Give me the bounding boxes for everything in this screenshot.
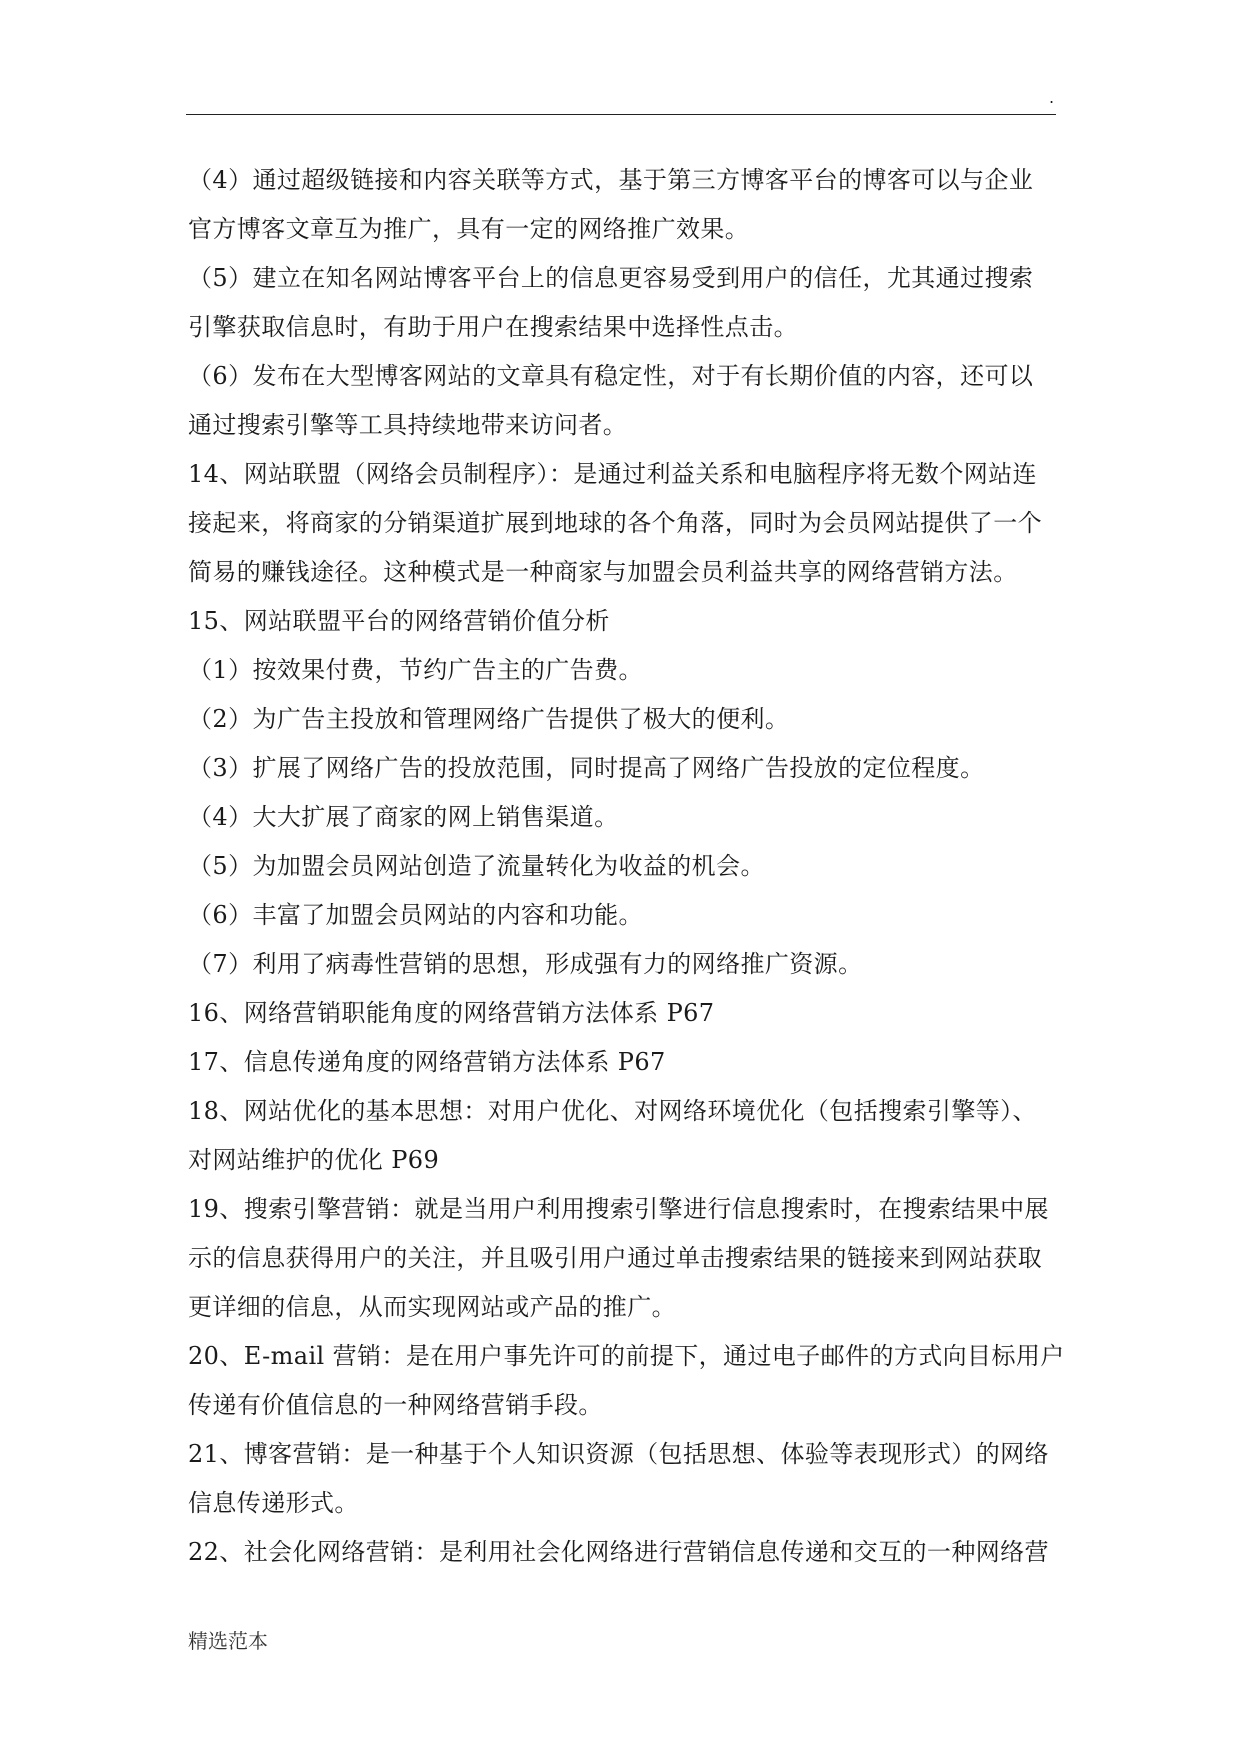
text-line: 14、网站联盟（网络会员制程序）：是通过利益关系和电脑程序将无数个网站连 [188,460,1037,488]
text-line: （5）建立在知名网站博客平台上的信息更容易受到用户的信任，尤其通过搜索 [188,264,1034,292]
text-line: 更详细的信息，从而实现网站或产品的推广。 [188,1293,676,1321]
text-line: 16、网络营销职能角度的网络营销方法体系 P67 [188,999,715,1027]
text-line: （6）发布在大型博客网站的文章具有稳定性，对于有长期价值的内容，还可以 [188,362,1034,390]
text-line: 19、搜索引擎营销：就是当用户利用搜索引擎进行信息搜索时，在搜索结果中展 [188,1195,1049,1223]
text-line: 示的信息获得用户的关注，并且吸引用户通过单击搜索结果的链接来到网站获取 [188,1244,1042,1272]
header-dot: . [1049,88,1055,107]
text-line: （6）丰富了加盟会员网站的内容和功能。 [188,901,643,929]
text-line: （5）为加盟会员网站创造了流量转化为收益的机会。 [188,852,765,880]
document-body [188,156,1068,1577]
text-line: 22、社会化网络营销：是利用社会化网络进行营销信息传递和交互的一种网络营 [188,1538,1049,1566]
text-line: （2）为广告主投放和管理网络广告提供了极大的便利。 [188,705,790,733]
text-line: （4）通过超级链接和内容关联等方式，基于第三方博客平台的博客可以与企业 [188,166,1034,194]
text-line: 传递有价值信息的一种网络营销手段。 [188,1391,603,1419]
text-line: （4）大大扩展了商家的网上销售渠道。 [188,803,619,831]
text-line: （1）按效果付费，节约广告主的广告费。 [188,656,643,684]
text-line: （3）扩展了网络广告的投放范围，同时提高了网络广告投放的定位程度。 [188,754,985,782]
text-line: （7）利用了病毒性营销的思想，形成强有力的网络推广资源。 [188,950,863,978]
text-line: 17、信息传递角度的网络营销方法体系 P67 [188,1048,666,1076]
header-rule [186,114,1056,115]
text-line: 通过搜索引擎等工具持续地带来访问者。 [188,411,628,439]
text-line: 15、网站联盟平台的网络营销价值分析 [188,607,610,635]
text-line: 对网站维护的优化 P69 [188,1146,440,1174]
text-line: 官方博客文章互为推广，具有一定的网络推广效果。 [188,215,750,243]
text-line: 20、E-mail 营销：是在用户事先许可的前提下，通过电子邮件的方式向目标用户 [188,1342,1065,1370]
footer-label: 精选范本 [188,1629,268,1653]
text-line: 21、博客营销：是一种基于个人知识资源（包括思想、体验等表现形式）的网络 [188,1440,1049,1468]
text-line: 引擎获取信息时，有助于用户在搜索结果中选择性点击。 [188,313,798,341]
text-line: 信息传递形式。 [188,1489,359,1517]
text-line: 18、网站优化的基本思想：对用户优化、对网络环境优化（包括搜索引擎等）、 [188,1097,1037,1125]
text-line: 接起来，将商家的分销渠道扩展到地球的各个角落，同时为会员网站提供了一个 [188,509,1042,537]
text-line: 简易的赚钱途径。这种模式是一种商家与加盟会员利益共享的网络营销方法。 [188,558,1018,586]
